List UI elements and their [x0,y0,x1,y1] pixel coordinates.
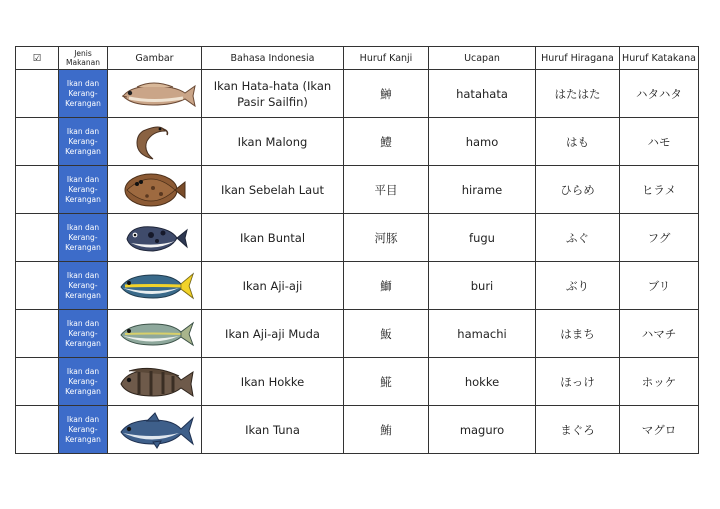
indonesian-name: Ikan Sebelah Laut [202,166,344,214]
hiragana-cell: はたはた [536,70,620,118]
image-cell [108,310,202,358]
indonesian-name: Ikan Malong [202,118,344,166]
checkbox-cell[interactable] [16,358,59,406]
katakana-cell: ブリ [620,262,699,310]
checkbox-cell[interactable] [16,118,59,166]
image-cell [108,358,202,406]
checkbox-cell[interactable] [16,166,59,214]
header-ucapan: Ucapan [429,47,536,70]
indonesian-name: Ikan Hata-hata (Ikan Pasir Sailfin) [202,70,344,118]
romaji-cell: hatahata [429,70,536,118]
pufferfish-icon [113,219,197,257]
kanji-cell: 河豚 [344,214,429,262]
checkbox-cell[interactable] [16,70,59,118]
kanji-cell: 鰰 [344,70,429,118]
fish-vocabulary-table [15,46,699,454]
table-row [16,166,699,214]
header-huruf-kanji: Huruf Kanji [344,47,429,70]
checkbox-cell[interactable] [16,310,59,358]
yellowtail-icon [113,268,197,304]
romaji-cell: maguro [429,406,536,454]
table-row [16,358,699,406]
image-cell [108,406,202,454]
hiragana-cell: ほっけ [536,358,620,406]
hiragana-cell: ひらめ [536,166,620,214]
indonesian-name: Ikan Tuna [202,406,344,454]
category-cell: Ikan dan Kerang-Kerangan [59,358,108,406]
image-cell [108,262,202,310]
romaji-cell: fugu [429,214,536,262]
checkbox-cell[interactable] [16,214,59,262]
indonesian-name: Ikan Buntal [202,214,344,262]
hiragana-cell: まぐろ [536,406,620,454]
category-cell: Ikan dan Kerang-Kerangan [59,214,108,262]
checkbox-header-icon[interactable]: ☑ [16,47,59,70]
pike-conger-icon [113,121,197,163]
header-jenis-makanan: Jenis Makanan [59,47,108,70]
kanji-cell: 鮪 [344,406,429,454]
header-row [16,47,699,70]
table-row [16,406,699,454]
katakana-cell: フグ [620,214,699,262]
image-cell [108,70,202,118]
kanji-cell: 鱧 [344,118,429,166]
romaji-cell: buri [429,262,536,310]
katakana-cell: ハマチ [620,310,699,358]
category-cell: Ikan dan Kerang-Kerangan [59,118,108,166]
romaji-cell: hamo [429,118,536,166]
indonesian-name: Ikan Hokke [202,358,344,406]
tuna-icon [113,410,197,450]
header-huruf-katakana: Huruf Katakana [620,47,699,70]
kanji-cell: 𩸽 [344,358,429,406]
hiragana-cell: ぶり [536,262,620,310]
hiragana-cell: はまち [536,310,620,358]
hiragana-cell: ふぐ [536,214,620,262]
kanji-cell: 平目 [344,166,429,214]
header-huruf-hiragana: Huruf Hiragana [536,47,620,70]
table-row [16,214,699,262]
table-row [16,310,699,358]
checkbox-cell[interactable] [16,406,59,454]
category-cell: Ikan dan Kerang-Kerangan [59,262,108,310]
katakana-cell: ヒラメ [620,166,699,214]
table-row [16,70,699,118]
young-yellowtail-icon [113,316,197,352]
category-cell: Ikan dan Kerang-Kerangan [59,310,108,358]
katakana-cell: マグロ [620,406,699,454]
header-gambar: Gambar [108,47,202,70]
katakana-cell: ホッケ [620,358,699,406]
category-cell: Ikan dan Kerang-Kerangan [59,70,108,118]
kanji-cell: 鰤 [344,262,429,310]
image-cell [108,166,202,214]
atka-mackerel-icon [113,362,197,402]
katakana-cell: ハモ [620,118,699,166]
sandfish-icon [113,76,197,112]
category-cell: Ikan dan Kerang-Kerangan [59,166,108,214]
image-cell [108,118,202,166]
flounder-icon [113,170,197,210]
category-cell: Ikan dan Kerang-Kerangan [59,406,108,454]
katakana-cell: ハタハタ [620,70,699,118]
kanji-cell: 魬 [344,310,429,358]
indonesian-name: Ikan Aji-aji [202,262,344,310]
checkbox-cell[interactable] [16,262,59,310]
romaji-cell: hokke [429,358,536,406]
indonesian-name: Ikan Aji-aji Muda [202,310,344,358]
hiragana-cell: はも [536,118,620,166]
table-row [16,262,699,310]
romaji-cell: hamachi [429,310,536,358]
romaji-cell: hirame [429,166,536,214]
image-cell [108,214,202,262]
table-row [16,118,699,166]
header-bahasa-indonesia: Bahasa Indonesia [202,47,344,70]
